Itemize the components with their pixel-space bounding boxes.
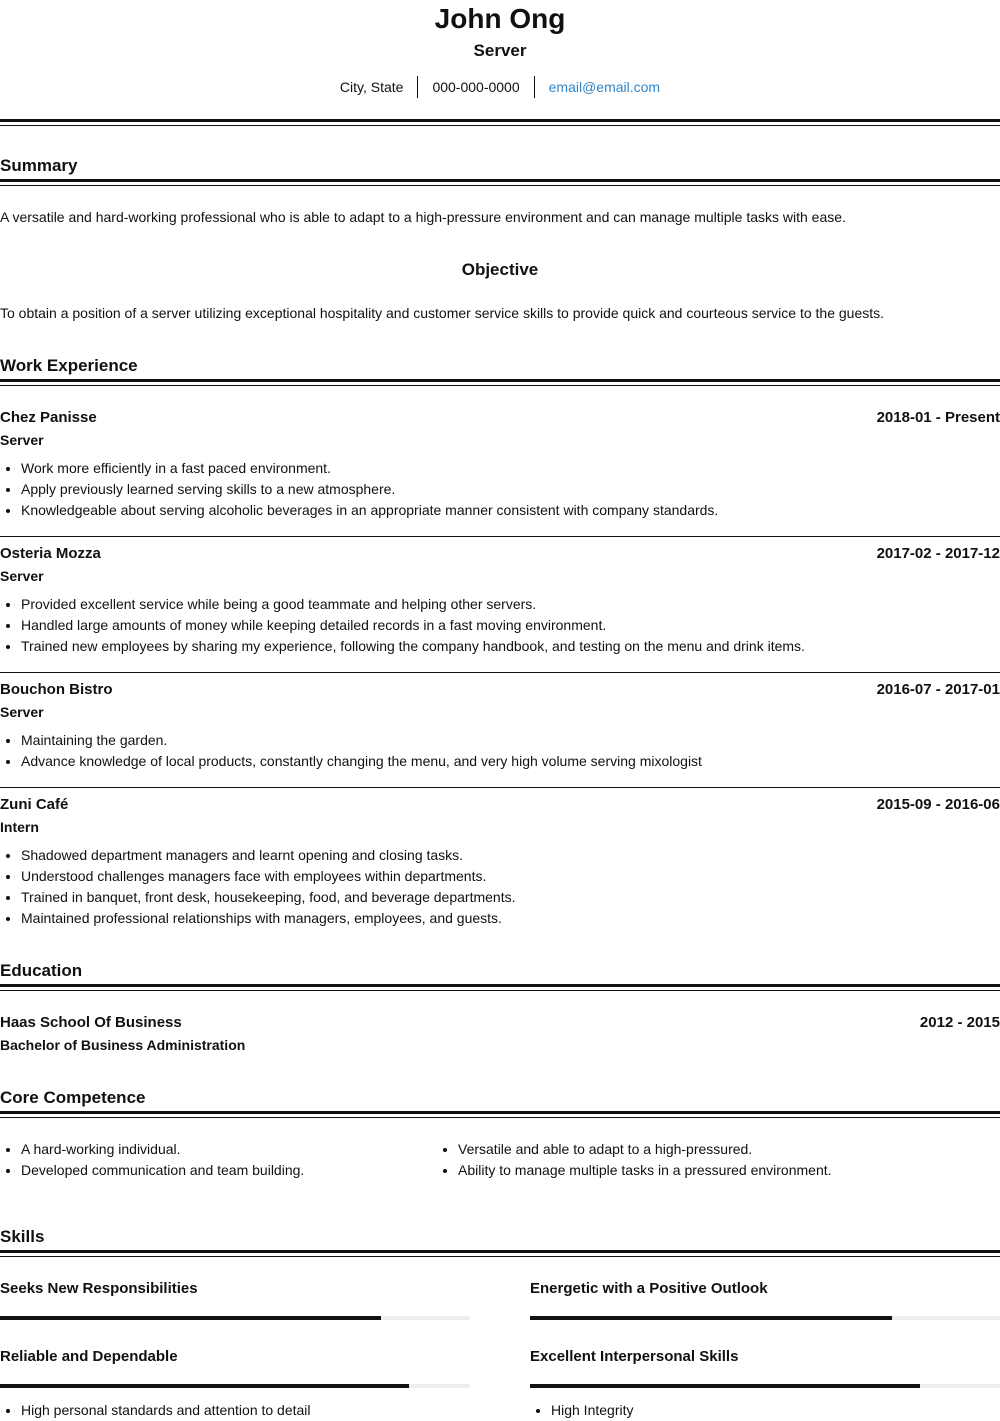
skill-level-bar	[0, 1384, 470, 1388]
skill-bullets-right	[530, 1400, 633, 1421]
competence-list-left	[0, 1139, 304, 1181]
section-rule	[0, 179, 1000, 186]
degree: Bachelor of Business Administration	[0, 1037, 246, 1053]
candidate-name: John Ong	[434, 3, 566, 34]
job-bullets	[0, 845, 515, 929]
section-objective: Objective	[461, 260, 539, 279]
job-role: Server	[0, 704, 44, 720]
company-name: Chez Panisse	[0, 409, 97, 426]
section-rule	[0, 379, 1000, 386]
job-role: Server	[0, 432, 44, 448]
list-item: • Knowledgeable about serving alcoholic beverages in an appropriate manner consistent with company standards.	[21, 500, 718, 521]
section-rule	[0, 984, 1000, 991]
divider	[0, 787, 1000, 788]
skill-level-fill	[530, 1316, 892, 1320]
job-dates: 2015-09 - 2016-06	[876, 796, 1000, 813]
list-item: • High Integrity	[551, 1400, 633, 1421]
job-bullets	[0, 594, 805, 657]
skill-level-fill	[0, 1384, 409, 1388]
job-dates: 2017-02 - 2017-12	[876, 545, 1000, 562]
job-header	[0, 796, 1000, 813]
job-header	[0, 409, 1000, 426]
education-header	[0, 1014, 1000, 1031]
skill-name: Reliable and Dependable	[0, 1348, 178, 1365]
section-rule	[0, 1250, 1000, 1257]
company-name: Zuni Café	[0, 796, 69, 813]
section-rule	[0, 1111, 1000, 1118]
list-item: • Shadowed department managers and learnt opening and closing tasks.	[21, 845, 515, 866]
summary-text: A versatile and hard-working professional who is able to adapt to a high-pressure environment and can manage multiple tasks with ease.	[0, 209, 846, 225]
skill-name: Excellent Interpersonal Skills	[530, 1348, 739, 1365]
header-rule	[0, 119, 1000, 126]
objective-text: To obtain a position of a server utilizing exceptional hospitality and customer service skills to provide quick and courteous service to the guests.	[0, 305, 885, 321]
list-item: • A hard-working individual.	[21, 1139, 304, 1160]
skill-name: Energetic with a Positive Outlook	[530, 1280, 768, 1297]
skill-level-bar	[530, 1384, 1000, 1388]
list-item: • Advance knowledge of local products, constantly changing the menu, and very high volume serving mixologist	[21, 751, 702, 772]
list-item: • Understood challenges managers face with employees within departments.	[21, 866, 515, 887]
job-bullets	[0, 730, 702, 772]
skill-level-bar	[530, 1316, 1000, 1320]
skill-name: Seeks New Responsibilities	[0, 1280, 198, 1297]
contact-bar	[0, 76, 1000, 98]
phone: 000-000-0000	[432, 79, 520, 95]
list-item: • Trained new employees by sharing my experience, following the company handbook, and testing on the menu and drink items.	[21, 636, 805, 657]
job-role: Server	[0, 568, 44, 584]
list-item: • Maintaining the garden.	[21, 730, 702, 751]
list-item: • Apply previously learned serving skills to a new atmosphere.	[21, 479, 718, 500]
education-dates: 2012 - 2015	[919, 1014, 1000, 1031]
section-skills: Skills	[0, 1227, 45, 1246]
job-header	[0, 545, 1000, 562]
section-summary: Summary	[0, 156, 78, 175]
skill-bullets-left	[0, 1400, 311, 1421]
section-core-competence: Core Competence	[0, 1088, 146, 1107]
skill-level-bar	[0, 1316, 470, 1320]
section-work-experience: Work Experience	[0, 356, 138, 375]
company-name: Bouchon Bistro	[0, 681, 113, 698]
list-item: • Maintained professional relationships with managers, employees, and guests.	[21, 908, 515, 929]
list-item: • Trained in banquet, front desk, housekeeping, food, and beverage departments.	[21, 887, 515, 908]
divider	[0, 536, 1000, 537]
list-item: • Provided excellent service while being a good teammate and helping other servers.	[21, 594, 805, 615]
list-item: • Versatile and able to adapt to a high-pressured.	[458, 1139, 832, 1160]
company-name: Osteria Mozza	[0, 545, 101, 562]
list-item: • Ability to manage multiple tasks in a pressured environment.	[458, 1160, 832, 1181]
location: City, State	[339, 79, 404, 95]
section-education: Education	[0, 961, 83, 980]
competence-list-right	[437, 1139, 832, 1181]
job-role: Intern	[0, 819, 39, 835]
list-item: • High personal standards and attention to detail	[21, 1400, 311, 1421]
candidate-title: Server	[473, 41, 527, 60]
email-link[interactable]: email@email.com	[548, 79, 661, 95]
list-item: • Handled large amounts of money while keeping detailed records in a fast moving environment.	[21, 615, 805, 636]
job-dates: 2016-07 - 2017-01	[876, 681, 1000, 698]
list-item: • Developed communication and team building.	[21, 1160, 304, 1181]
school-name: Haas School Of Business	[0, 1014, 182, 1031]
job-bullets	[0, 458, 718, 521]
list-item: • Work more efficiently in a fast paced environment.	[21, 458, 718, 479]
skill-level-fill	[530, 1384, 920, 1388]
skill-level-fill	[0, 1316, 381, 1320]
divider	[0, 672, 1000, 673]
job-header	[0, 681, 1000, 698]
job-dates: 2018-01 - Present	[876, 409, 1000, 426]
